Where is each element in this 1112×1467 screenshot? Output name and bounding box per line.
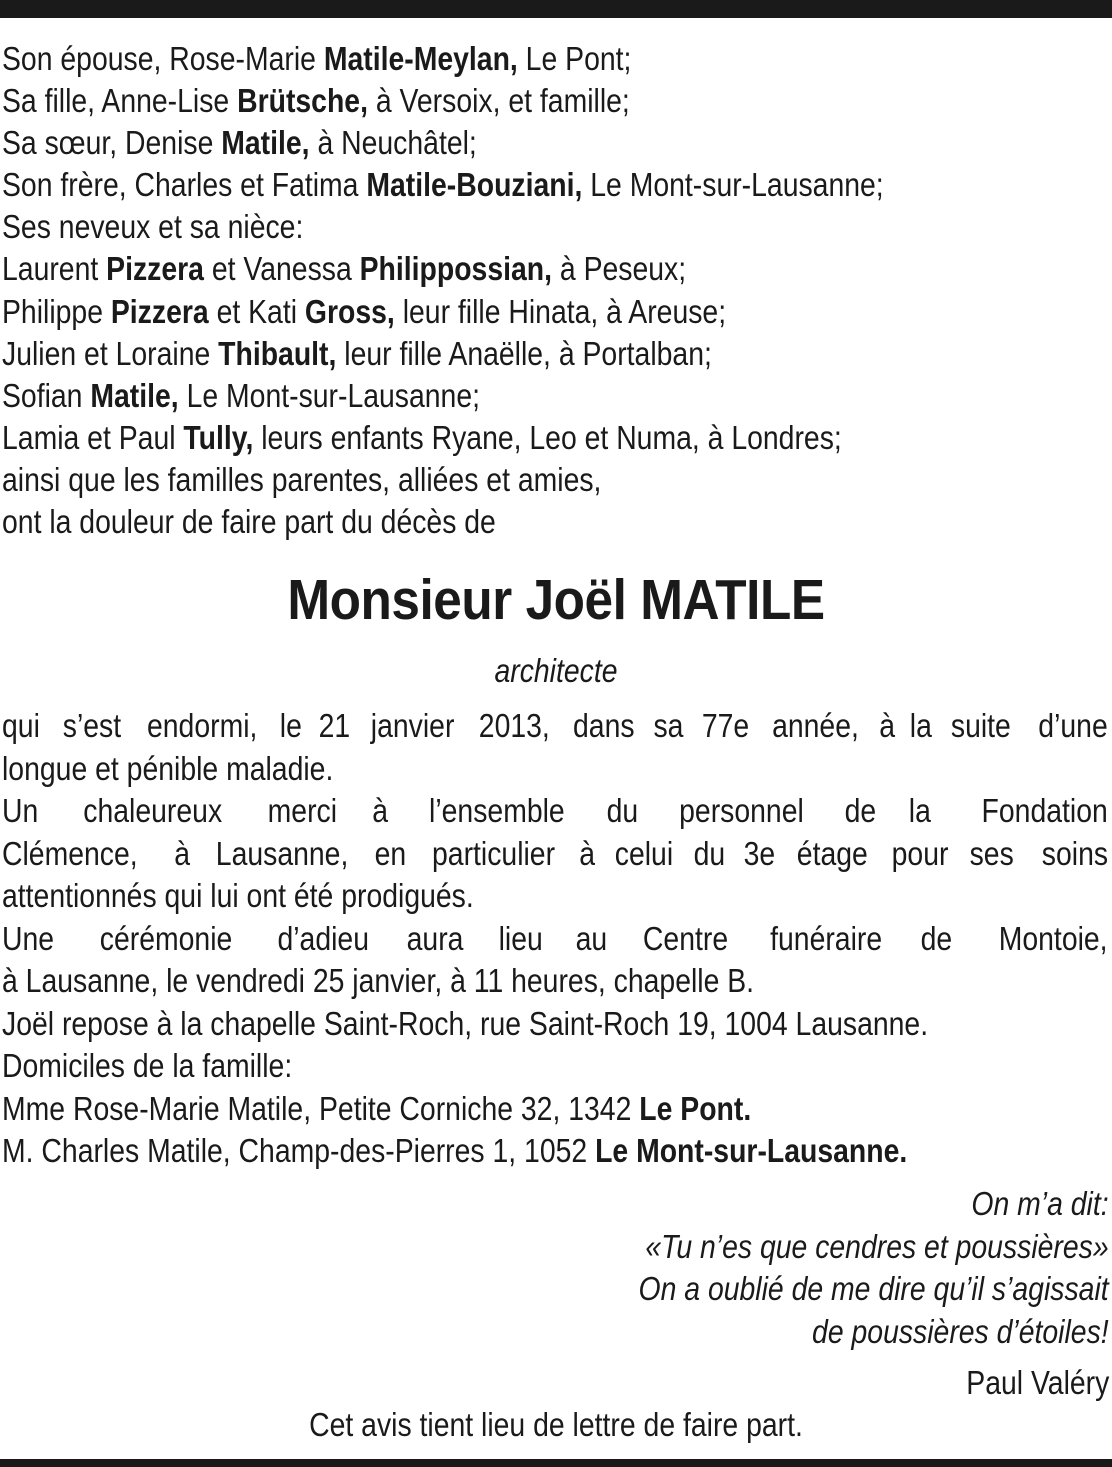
quotation — [562, 1183, 1109, 1353]
word: le — [279, 707, 302, 744]
word: ses — [969, 834, 1015, 872]
word: à — [579, 834, 596, 872]
word: Un — [2, 792, 39, 829]
word: la — [908, 792, 932, 829]
word: merci — [267, 792, 338, 829]
word: sa — [653, 707, 684, 744]
body-line: à Lausanne, le vendredi 25 janvier, à 11 heures, chapelle B. — [2, 962, 755, 999]
family-line: ainsi que les familles parentes, alliées et amies, — [2, 460, 602, 498]
word: de — [920, 919, 953, 957]
closing-note: Cet avis tient lieu de lettre de faire part. — [309, 1406, 803, 1443]
word: aura — [407, 919, 464, 957]
family-line: Philippe Pizzera et Kati Gross, leur fille Hinata, à Areuse; — [2, 292, 727, 330]
word: soins — [1041, 834, 1108, 872]
word: Lausanne, — [215, 834, 348, 872]
word: la — [909, 707, 932, 744]
word: en — [374, 834, 407, 872]
word: pour — [891, 834, 949, 872]
body-line: longue et pénible maladie. — [2, 749, 334, 787]
word: année, — [771, 707, 859, 744]
body-line: attentionnés qui lui ont été prodigués. — [2, 877, 474, 914]
word: dans — [572, 707, 635, 744]
body-line: Joël repose à la chapelle Saint-Roch, rue Saint-Roch 19, 1004 Lausanne. — [2, 1004, 929, 1042]
family-line: Laurent Pizzera et Vanessa Philippossian, à Peseux; — [2, 250, 687, 288]
justified-line — [2, 705, 1108, 748]
family-line: Lamia et Paul Tully, leurs enfants Ryane, Leo et Numa, à Londres; — [2, 418, 842, 456]
word: 2013, — [479, 707, 551, 744]
word: particulier — [432, 834, 556, 872]
family-line: Son frère, Charles et Fatima Matile-Bouziani, Le Mont-sur-Lausanne; — [2, 166, 884, 204]
word: cérémonie — [99, 919, 233, 957]
word: 3e — [743, 834, 776, 872]
word: funéraire — [770, 919, 883, 957]
word: Montoie, — [999, 919, 1108, 957]
word: qui — [2, 707, 40, 744]
word: du — [606, 792, 639, 829]
word: Fondation — [981, 792, 1108, 829]
word: personnel — [679, 792, 804, 829]
word: d’adieu — [276, 919, 369, 957]
word: 21 — [318, 707, 350, 744]
family-line: Ses neveux et sa nièce: — [2, 208, 304, 246]
family-line: ont la douleur de faire part du décès de — [2, 503, 496, 541]
word: celui — [614, 834, 674, 872]
family-list — [2, 38, 1108, 543]
word: à — [879, 707, 895, 744]
family-line: Son épouse, Rose-Marie Matile-Meylan, Le Pont; — [2, 40, 632, 77]
quote-author: Paul Valéry — [965, 1364, 1109, 1401]
family-line: Sofian Matile, Le Mont-sur-Lausanne; — [2, 376, 481, 414]
address-line: Mme Rose-Marie Matile, Petite Corniche 32, 1342 Le Pont. — [2, 1089, 752, 1127]
top-rule — [0, 0, 1112, 18]
bottom-rule — [0, 1459, 1112, 1467]
word: Une — [2, 919, 55, 957]
word: d’une — [1038, 707, 1108, 744]
word: l’ensemble — [428, 792, 565, 829]
quote-line: de poussières d’étoiles! — [812, 1312, 1109, 1350]
family-line: Sa sœur, Denise Matile, à Neuchâtel; — [2, 124, 477, 162]
family-line: Sa fille, Anne-Lise Brütsche, à Versoix, et famille; — [2, 82, 630, 120]
word: étage — [796, 834, 868, 872]
word: Centre — [642, 919, 729, 957]
deceased-profession: architecte — [494, 652, 618, 689]
family-line: Julien et Loraine Thibault, leur fille Anaëlle, à Portalban; — [2, 334, 712, 372]
word: chaleureux — [83, 792, 223, 829]
address-line: M. Charles Matile, Champ-des-Pierres 1, 1052 Le Mont-sur-Lausanne. — [2, 1132, 908, 1169]
notice-body — [2, 705, 1108, 1173]
word: du — [693, 834, 726, 872]
deceased-name: Monsieur Joël MATILE — [287, 568, 825, 632]
body-line: Domiciles de la famille: — [2, 1047, 293, 1084]
quote-line: On m’a dit: — [971, 1185, 1109, 1222]
word: janvier — [370, 707, 455, 744]
word: 77e — [701, 707, 750, 744]
quote-line: «Tu n’es que cendres et poussières» — [645, 1227, 1109, 1265]
word: s’est — [62, 707, 122, 744]
justified-line — [2, 918, 1108, 961]
word: Clémence, — [2, 834, 138, 872]
word: à — [372, 792, 389, 829]
word: de — [844, 792, 877, 829]
word: au — [575, 919, 607, 957]
word: suite — [950, 707, 1011, 744]
word: lieu — [498, 919, 543, 957]
word: endormi, — [146, 707, 258, 744]
word: à — [174, 834, 191, 872]
quote-line: On a oublié de me dire qu’il s’agissait — [638, 1270, 1109, 1307]
justified-line — [2, 833, 1108, 876]
justified-line — [2, 790, 1108, 833]
